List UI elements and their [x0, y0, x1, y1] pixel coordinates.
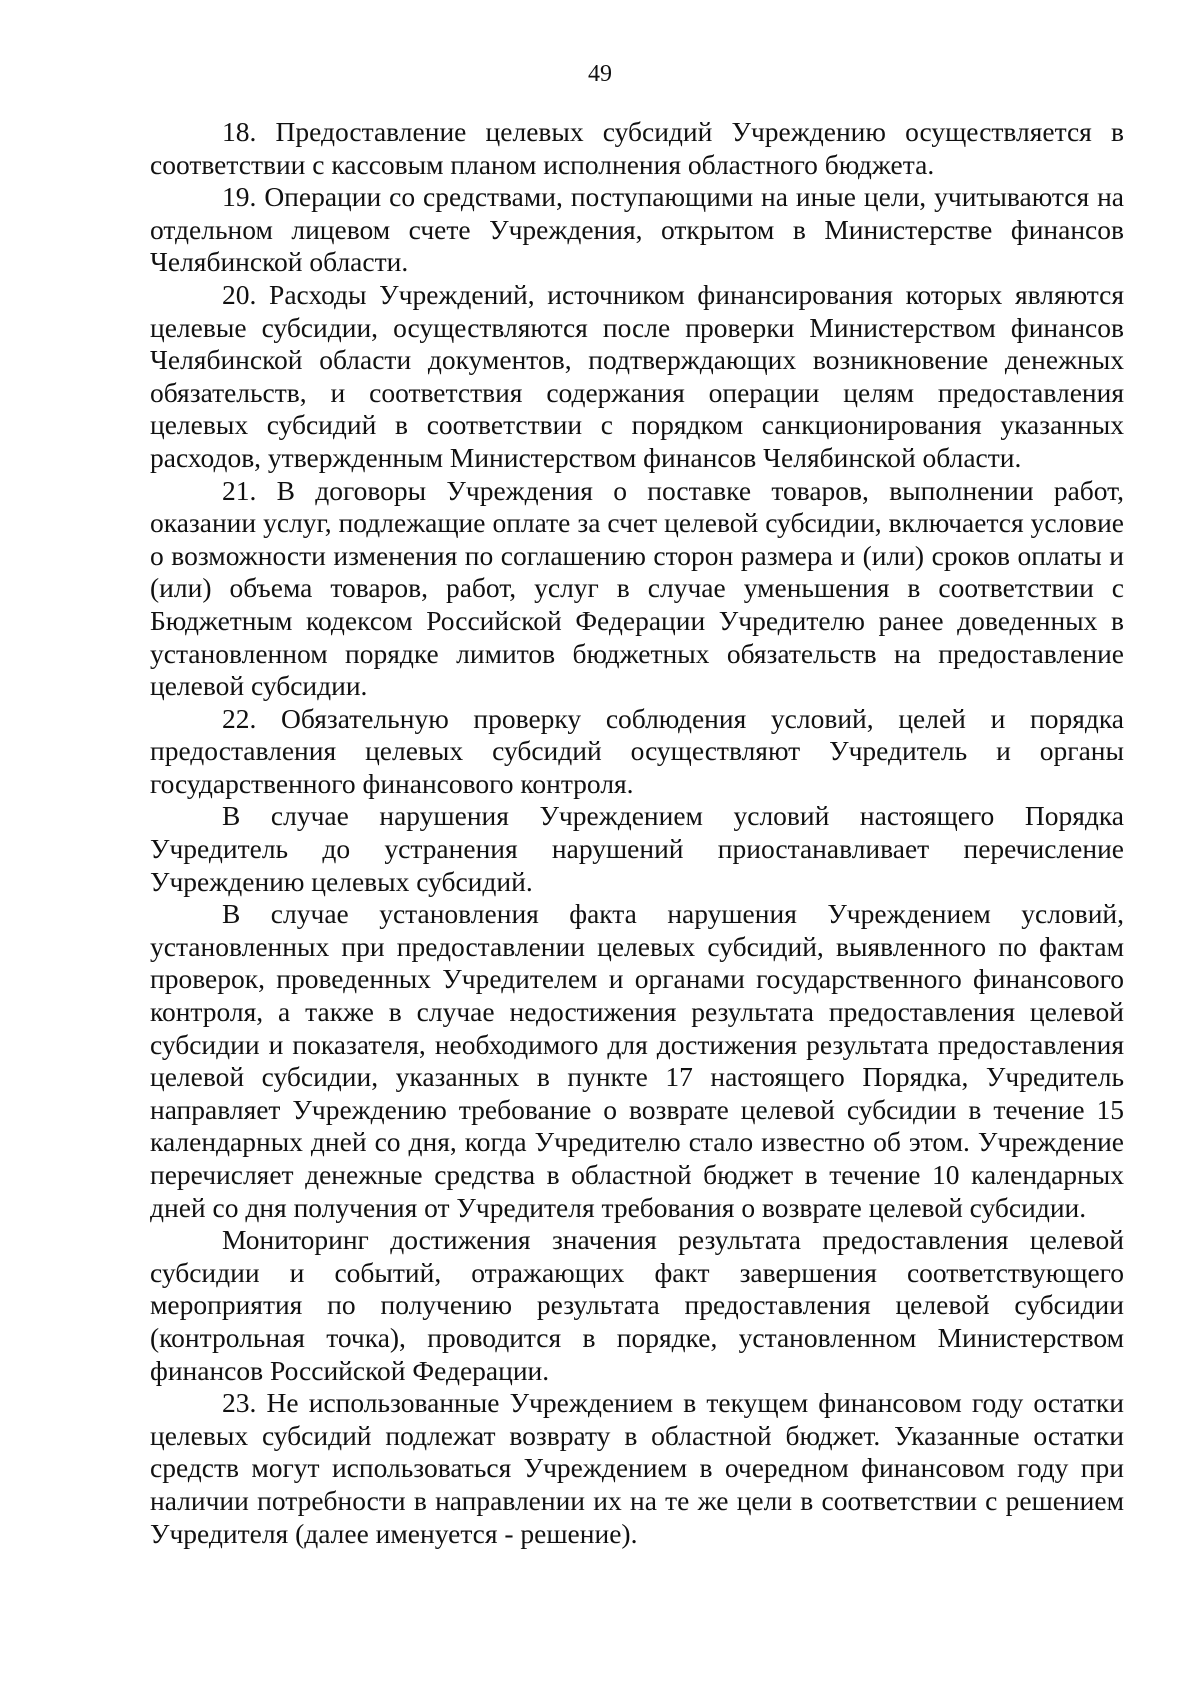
paragraph-item-20: 20. Расходы Учреждений, источником финансирования которых являются целевые субсидии, осуществляются после проверки Министерством финансов Челябинской области документов, подтверждающих возникновение денежных обязательств, и соответствия содержания операции целям предоставления целевых субсидий в соответствии с порядком санкционирования указанных расходов, утвержденным Министерством финансов Челябинской области.	[150, 278, 1124, 473]
document-body	[150, 116, 1124, 1550]
paragraph-violation-suspension: В случае нарушения Учреждением условий настоящего Порядка Учредитель до устранения нарушений приостанавливает перечисление Учреждению целевых субсидий.	[150, 800, 1124, 897]
paragraph-item-23: 23. Не использованные Учреждением в текущем финансовом году остатки целевых субсидий подлежат возврату в областной бюджет. Указанные остатки средств могут использоваться Учреждением в очередном финансовом году при наличии потребности в направлении их на те же цели в соответствии с решением Учредителя (далее именуется - решение).	[150, 1387, 1124, 1549]
paragraph-item-22: 22. Обязательную проверку соблюдения условий, целей и порядка предоставления целевых субсидий осуществляют Учредитель и органы государственного финансового контроля.	[150, 702, 1124, 799]
paragraph-item-18: 18. Предоставление целевых субсидий Учреждению осуществляется в соответствии с кассовым планом исполнения областного бюджета.	[150, 116, 1124, 180]
paragraph-item-19: 19. Операции со средствами, поступающими на иные цели, учитываются на отдельном лицевом счете Учреждения, открытом в Министерстве финансов Челябинской области.	[150, 181, 1124, 278]
page-number: 49	[588, 61, 612, 87]
paragraph-item-21: 21. В договоры Учреждения о поставке товаров, выполнении работ, оказании услуг, подлежащие оплате за счет целевой субсидии, включается условие о возможности изменения по соглашению сторон размера и (или) сроков оплаты и (или) объема товаров, работ, услуг в случае уменьшения в соответствии с Бюджетным кодексом Российской Федерации Учредителю ранее доведенных в установленном порядке лимитов бюджетных обязательств на предоставление целевой субсидии.	[150, 474, 1124, 702]
paragraph-monitoring: Мониторинг достижения значения результата предоставления целевой субсидии и событий, отражающих факт завершения соответствующего мероприятия по получению результата предоставления целевой субсидии (контрольная точка), проводится в порядке, установленном Министерством финансов Российской Федерации.	[150, 1224, 1124, 1386]
paragraph-violation-refund: В случае установления факта нарушения Учреждением условий, установленных при предоставлении целевых субсидий, выявленного по фактам проверок, проведенных Учредителем и органами государственного финансового контроля, а также в случае недостижения результата предоставления целевой субсидии и показателя, необходимого для достижения результата предоставления целевой субсидии, указанных в пункте 17 настоящего Порядка, Учредитель направляет Учреждению требование о возврате целевой субсидии в течение 15 календарных дней со дня, когда Учредителю стало известно об этом. Учреждение перечисляет денежные средства в областной бюджет в течение 10 календарных дней со дня получения от Учредителя требования о возврате целевой субсидии.	[150, 898, 1124, 1223]
